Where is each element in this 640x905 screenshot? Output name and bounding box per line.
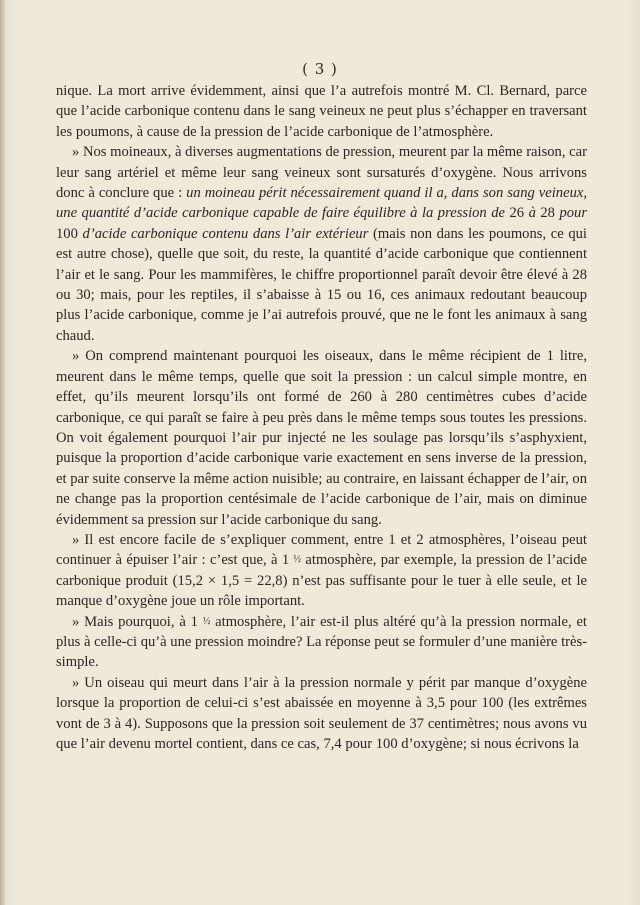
- text-run: 28: [535, 205, 560, 222]
- paragraph-5: [56, 612, 587, 673]
- fraction: ½: [293, 554, 302, 566]
- text-run: (mais non dans les poumons, ce qui est autre chose), quelle que soit, du reste, la quantité d’acide carbonique que contiennent l’air et le sang. Pour les mammifères, le chiffre proportionnel paraît devoir être élevé à 28 ou 30; mais, pour les reptiles, il s’abaisse à 15 ou 16, ces animaux redoutant beaucoup plus l’acide carbonique, comme je l’ai autrefois prouvé, que ne le font les animaux à sang chaud.: [56, 225, 587, 344]
- page-number: ( 3 ): [302, 60, 338, 78]
- paragraph-4: [56, 530, 587, 612]
- italic-text: pour: [559, 205, 588, 222]
- paragraph-1: [56, 81, 587, 142]
- fraction: ½: [202, 615, 211, 627]
- paragraph-3: [56, 346, 587, 530]
- text-run: atmosphère, l’air est-il plus altéré qu’à la pression normale, et plus à celle-ci qu’à une pression moindre? La réponse peut se formuler d’une manière très-simple.: [56, 613, 587, 671]
- text-run: nique. La mort arrive évidemment, ainsi que l’a autrefois montré M. Cl. Bernard, parce que l’acide carbonique contenu dans le sang veineux ne peut plus s’échapper en traversant les poumons, à cause de la pression de l’acide carbonique de l’atmosphère.: [56, 83, 587, 140]
- text-run: atmosphère, par exemple, la pression de l’acide carbonique produit (15,2 × 1,5 = 22,8) n’est pas suffisante pour le tuer à elle seule, et le manque d’oxygène joue un rôle important.: [56, 552, 587, 610]
- page-spine-shadow: [0, 0, 5, 905]
- text-run: » Il est encore facile de s’expliquer comment, entre 1 et 2 atmosphères, l’oiseau peut continuer à épuiser l’air : c’est que, à 1: [56, 531, 587, 569]
- italic-text: à: [528, 205, 536, 222]
- text-run: » On comprend maintenant pourquoi les oiseaux, dans le même récipient de 1 litre, meurent dans le même temps, quelle que soit la pression : un calcul simple montre, en effet, qu’ils meurent lorsqu’ils ont formé de 260 à 280 centimètres cubes d’acide carbonique, ce qui paraît se faire à peu près dans le même temps sous toutes les pressions. On voit également pourquoi l’air pur injecté ne les soulage pas lorsqu’ils s’asphyxient, puisque la proportion d’acide carbonique varie exactement en sens inverse de la pression, et par suite conserve la même action nuisible; au contraire, en laissant échapper de l’air, on ne change pas la proportion centésimale de l’acide carbonique de l’air, mais on diminue évidemment sa pression sur l’acide carbonique du sang.: [56, 348, 587, 528]
- paragraph-2: [56, 142, 587, 346]
- paragraph-6: [56, 673, 587, 755]
- italic-text: un moineau périt nécessairement quand il a, dans son sang veineux, une quantité d’acide carbonique capable de faire équilibre à la pression de: [56, 185, 587, 222]
- text-run: » Nos moineaux, à diverses augmentations de pression, meurent par la même raison, car leur sang artériel et même leur sang veineux sont sursaturés d’oxygène. Nous arrivons donc à conclure que :: [56, 144, 587, 202]
- text-run: » Mais pourquoi, à 1: [72, 613, 203, 630]
- italic-text: d’acide carbonique contenu dans l’air extérieur: [82, 225, 369, 242]
- text-run: 100: [56, 225, 83, 242]
- text-run: 26: [504, 205, 529, 222]
- body-text: [56, 81, 587, 754]
- text-run: » Un oiseau qui meurt dans l’air à la pression normale y périt par manque d’oxygène lorsque la proportion de celui-ci s’est abaissée en moyenne à 3,5 pour 100 (les extrêmes vont de 3 à 4). Supposons que la pression soit seulement de 37 centimètres; nous avons vu que l’air devenu mortel contient, dans ce cas, 7,4 pour 100 d’oxygène; si nous écrivons la: [56, 674, 587, 752]
